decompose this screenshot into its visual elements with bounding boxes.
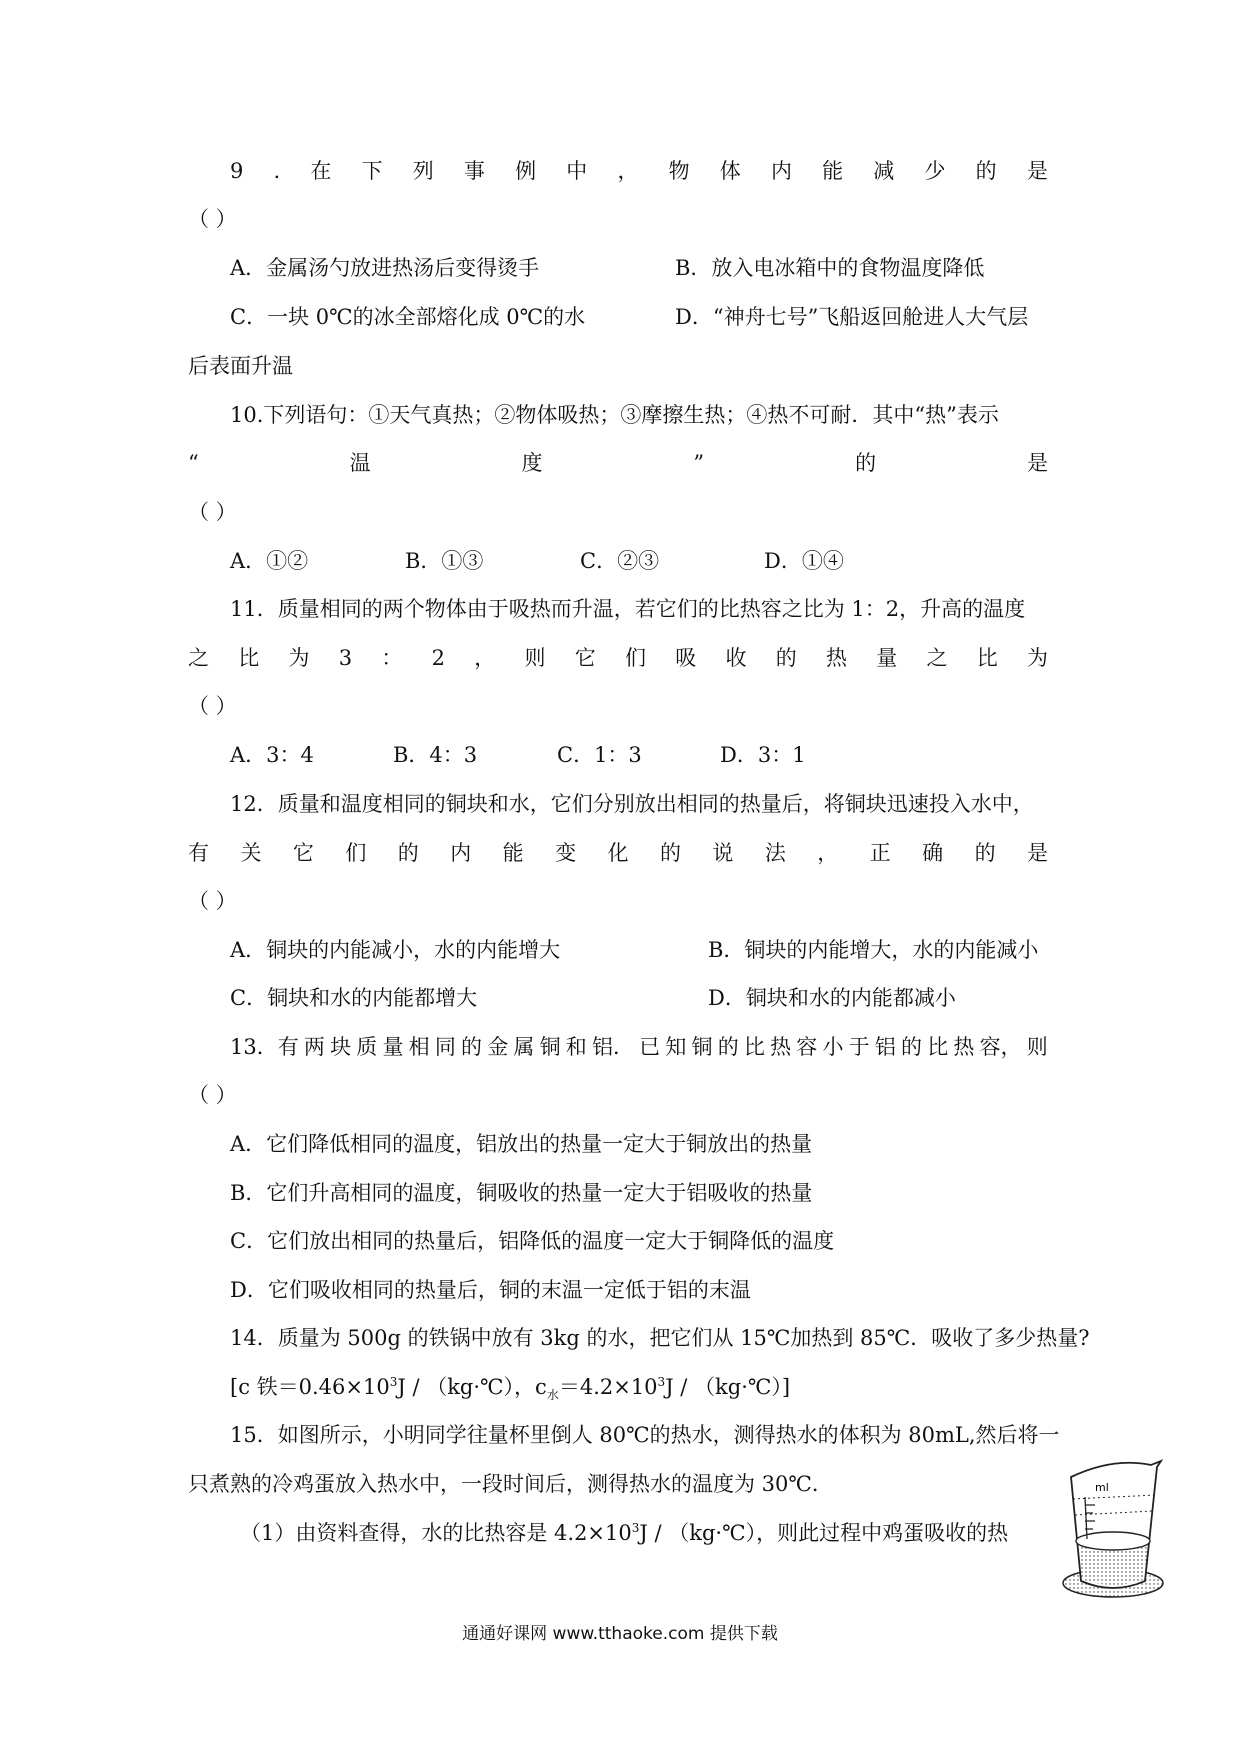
justified-char: 比 (743, 1035, 765, 1059)
q12-option-a: A．铜块的内能减小，水的内能增大 (230, 938, 561, 962)
justified-char: 法 (764, 841, 786, 865)
beaker-unit-label: ml (1095, 1481, 1109, 1494)
justified-char: 块 (330, 1035, 352, 1059)
justified-char: 的 (975, 159, 997, 183)
justified-char: 两 (303, 1035, 325, 1059)
justified-char: 在 (310, 159, 332, 183)
justified-char: 的 (974, 841, 996, 865)
justified-char: 正 (869, 841, 891, 865)
justified-char: 减 (873, 159, 895, 183)
q10-option-c: C．②③ (580, 549, 660, 573)
justified-char: 则 (524, 646, 546, 670)
justified-char: 确 (922, 841, 944, 865)
justified-char: 少 (924, 159, 946, 183)
justified-char: 铝 (874, 1035, 896, 1059)
justified-char: 比 (927, 1035, 949, 1059)
justified-char: 之 (926, 646, 948, 670)
justified-char: 于 (848, 1035, 870, 1059)
justified-char: 热 (826, 646, 847, 670)
q9-option-b: B．放入电冰箱中的食物温度降低 (675, 256, 985, 280)
q11-line1: 11．质量相同的两个物体由于吸热而升温，若它们的比热容之比为 1：2，升高的温度 (230, 597, 1026, 621)
justified-char: 物 (668, 159, 690, 183)
q11-option-c: C．1：3 (557, 743, 642, 767)
q12-line1: 12．质量和温度相同的铜块和水，它们分别放出相同的热量后，将铜块迅速投入水中， (230, 792, 1034, 816)
justified-char: 之 (188, 646, 209, 670)
justified-char: 相 (408, 1035, 430, 1059)
justified-char: 它 (292, 841, 314, 865)
justified-char: 3 (338, 646, 353, 670)
q11-option-a: A．3：4 (230, 743, 314, 767)
q11-option-d: D．3：1 (720, 743, 806, 767)
justified-char: ” (693, 451, 705, 475)
q9-paren: （ ） (188, 207, 237, 231)
justified-char: 13．有 (230, 1035, 299, 1059)
q10-option-b: B．①③ (405, 549, 484, 573)
justified-char: 为 (1027, 646, 1048, 670)
q11-paren: （ ） (188, 694, 237, 718)
q9-stem (230, 156, 1048, 186)
justified-char: . (273, 159, 281, 183)
q14-line1: 14．质量为 500g 的铁锅中放有 3kg 的水，把它们从 15℃加热到 85℃．吸收了多少热量? (230, 1326, 1090, 1350)
q9-option-d-cont: 后表面升温 (188, 354, 293, 378)
justified-char: 属 (513, 1035, 535, 1059)
q10-option-a: A．①② (230, 549, 309, 573)
justified-char: 容， (979, 1035, 1022, 1059)
q10-line2 (188, 448, 1048, 478)
justified-char: 例 (515, 159, 537, 183)
justified-char: 度 (521, 451, 543, 475)
measuring-cup-figure (1057, 1455, 1169, 1605)
justified-char: 量 (382, 1035, 404, 1059)
justified-char: 热 (770, 1035, 792, 1059)
justified-char: 的 (775, 646, 797, 670)
q11-line2 (188, 643, 1048, 673)
justified-char: “ (188, 451, 199, 475)
justified-char: 列 (412, 159, 434, 183)
q15-line1: 15．如图所示，小明同学往量杯里倒人 80℃的热水，测得热水的体积为 80mL,然后将一 (230, 1423, 1060, 1447)
q14-formula: [c 铁$=0.46\times 10^3J$ / （kg·℃），$c_水=4.2\times 10^3J$ / （kg·℃）] (230, 1375, 791, 1403)
q10-paren: （ ） (188, 500, 237, 524)
justified-char: 量 (876, 646, 898, 670)
q9-option-d: D．“神舟七号”飞船返回舱进人大气层 (675, 305, 1029, 329)
q12-line2 (188, 838, 1048, 868)
justified-char: 铜 (539, 1035, 561, 1059)
justified-char: ， (617, 159, 639, 183)
justified-char: ： (381, 646, 403, 670)
q13-option-b: B．它们升高相同的温度，铜吸收的热量一定大于铝吸收的热量 (230, 1181, 813, 1205)
justified-char: 是 (1026, 159, 1048, 183)
justified-char: 比 (238, 646, 260, 670)
justified-char: 铜 (691, 1035, 713, 1059)
justified-char: 为 (288, 646, 310, 670)
justified-char: 的 (717, 1035, 739, 1059)
justified-char: 和 (565, 1035, 587, 1059)
q12-paren: （ ） (188, 889, 237, 913)
q13-paren: （ ） (188, 1083, 237, 1107)
q13-line1 (230, 1032, 1048, 1062)
q15-sub1: （1）由资料查得，水的比热容是 $4.2\times 10^3J$ / （kg·℃），则此过程中鸡蛋吸收的热 (240, 1521, 1009, 1545)
justified-char: 能 (822, 159, 844, 183)
justified-char: 内 (450, 841, 472, 865)
justified-char: 收 (725, 646, 747, 670)
justified-char: 的 (901, 1035, 923, 1059)
justified-char: 们 (625, 646, 646, 670)
justified-char: 吸 (675, 646, 697, 670)
q12-option-b: B．铜块的内能增大，水的内能减小 (708, 938, 1039, 962)
q13-option-c: C．它们放出相同的热量后，铝降低的温度一定大于铜降低的温度 (230, 1229, 835, 1253)
justified-char: 关 (240, 841, 262, 865)
justified-char: 中 (566, 159, 588, 183)
justified-char: 小 (822, 1035, 844, 1059)
justified-char: 有 (188, 841, 209, 865)
justified-char: 同 (434, 1035, 456, 1059)
justified-char: 容 (796, 1035, 818, 1059)
q10-option-d: D．①④ (764, 549, 844, 573)
q12-option-d: D．铜块和水的内能都减小 (708, 986, 956, 1010)
justified-char: 知 (665, 1035, 687, 1059)
q12-option-c: C．铜块和水的内能都增大 (230, 986, 478, 1010)
justified-char: 比 (976, 646, 998, 670)
justified-char: ， (817, 841, 839, 865)
justified-char: ， (474, 646, 496, 670)
justified-char: 说 (712, 841, 734, 865)
justified-char: 事 (463, 159, 485, 183)
justified-char: 是 (1026, 451, 1048, 475)
justified-char: 金 (487, 1035, 509, 1059)
justified-char: 下 (361, 159, 383, 183)
q9-option-c: C．一块 0℃的冰全部熔化成 0℃的水 (230, 305, 586, 329)
justified-char: 9 (230, 159, 244, 183)
justified-char: 的 (659, 841, 681, 865)
justified-char: 能 (502, 841, 524, 865)
page-footer: 通通好课网 www.tthaoke.com 提供下载 (462, 1624, 778, 1644)
justified-char: 它 (574, 646, 596, 670)
q9-option-a: A．金属汤勺放进热汤后变得烫手 (230, 256, 540, 280)
q13-option-a: A．它们降低相同的温度，铝放出的热量一定大于铜放出的热量 (230, 1132, 813, 1156)
justified-char: 化 (607, 841, 629, 865)
justified-char: 们 (345, 841, 367, 865)
q15-line2: 只煮熟的冷鸡蛋放入热水中，一段时间后，测得热水的温度为 30℃． (188, 1472, 833, 1496)
justified-char: 2 (431, 646, 445, 670)
q11-option-b: B．4：3 (393, 743, 478, 767)
justified-char: 体 (719, 159, 741, 183)
justified-char: 铝． (591, 1035, 634, 1059)
justified-char: 质 (356, 1035, 378, 1059)
q10-line1: 10.下列语句：①天气真热；②物体吸热；③摩擦生热；④热不可耐．其中“热”表示 (230, 403, 999, 427)
justified-char: 已 (639, 1035, 661, 1059)
q13-option-d: D．它们吸收相同的热量后，铜的末温一定低于铝的末温 (230, 1278, 751, 1302)
justified-char: 则 (1026, 1035, 1048, 1059)
justified-char: 内 (770, 159, 792, 183)
justified-char: 温 (349, 451, 371, 475)
justified-char: 的 (855, 451, 877, 475)
justified-char: 变 (555, 841, 577, 865)
justified-char: 是 (1027, 841, 1048, 865)
justified-char: 的 (397, 841, 419, 865)
justified-char: 的 (461, 1035, 483, 1059)
justified-char: 热 (953, 1035, 975, 1059)
